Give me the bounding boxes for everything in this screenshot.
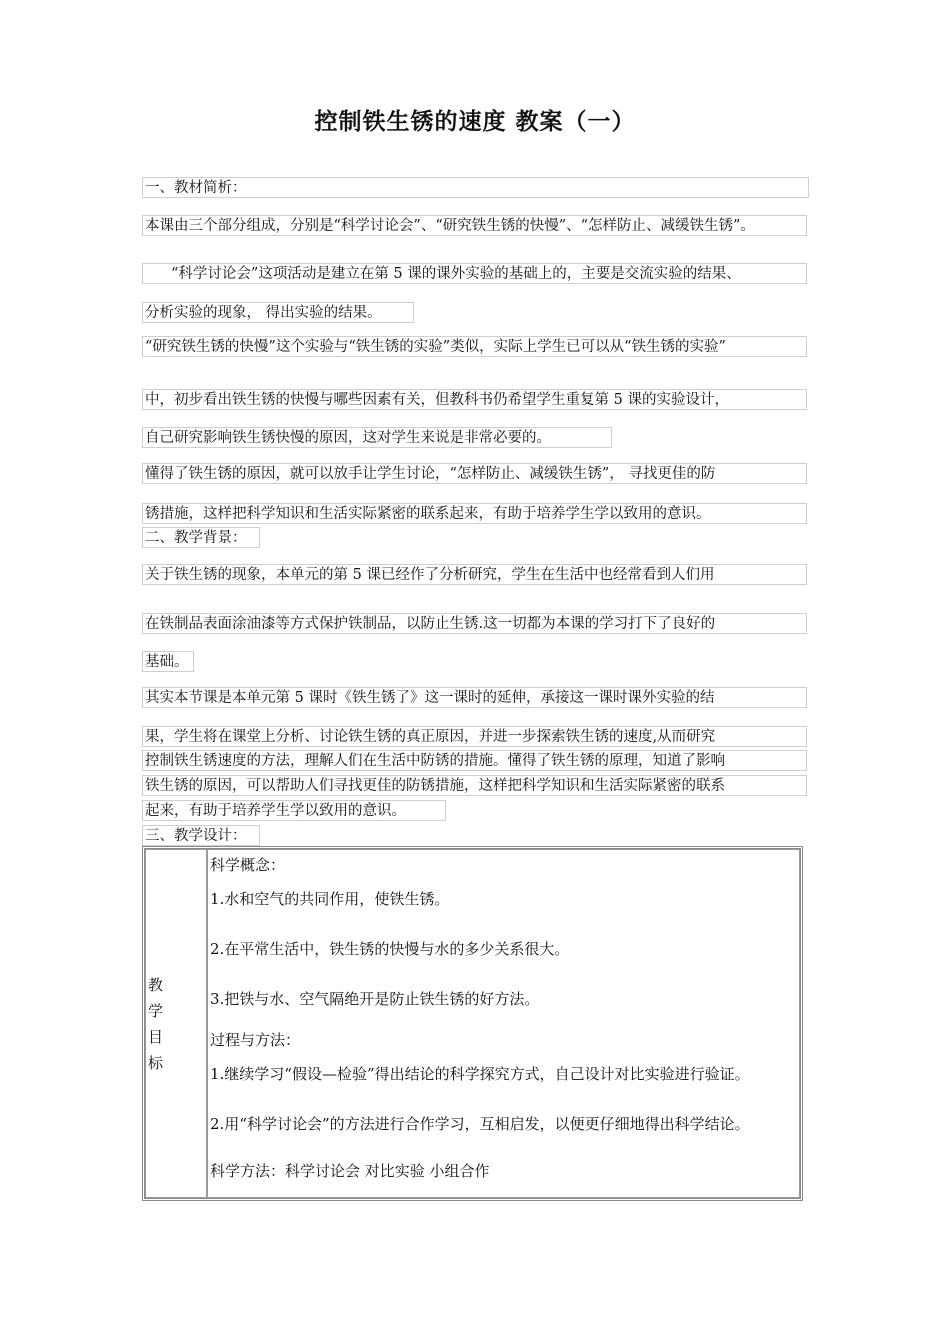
table-line: 2.用“科学讨论会”的方法进行合作学习，互相启发，以便更仔细地得出科学结论。 [210, 1115, 750, 1133]
table-line: 过程与方法： [210, 1031, 301, 1049]
section-heading-1: 一、教材简析： [142, 177, 809, 198]
teaching-goals-table [142, 846, 803, 1201]
table-line: 1.水和空气的共同作用，使铁生锈。 [210, 890, 450, 908]
paragraph-line: 关于铁生锈的现象，本单元的第 5 课已经作了分析研究，学生在生活中也经常看到人们用 [142, 564, 807, 585]
paragraph-line: 基础。 [142, 651, 194, 672]
paragraph-line: 在铁制品表面涂油漆等方式保护铁制品，以防止生锈.这一切都为本课的学习打下了良好的 [142, 613, 807, 634]
table-line: 科学概念： [210, 856, 286, 874]
paragraph-line: “研究铁生锈的快慢”这个实验与“铁生锈的实验”类似，实际上学生已可以从“铁生锈的实验” [142, 336, 807, 357]
table-line: 3.把铁与水、空气隔绝开是防止铁生锈的好方法。 [210, 990, 540, 1008]
paragraph-line: 铁生锈的原因，可以帮助人们寻找更佳的防锈措施，这样把科学知识和生活实际紧密的联系 [142, 775, 807, 796]
label-char: 学 [148, 1001, 164, 1020]
paragraph-line: 中，初步看出铁生锈的快慢与哪些因素有关，但教科书仍希望学生重复第 5 课的实验设计， [142, 389, 807, 410]
paragraph-line: 自己研究影响铁生锈快慢的原因，这对学生来说是非常必要的。 [142, 427, 612, 448]
paragraph-line: 控制铁生锈速度的方法，理解人们在生活中防锈的措施。懂得了铁生锈的原理，知道了影响 [142, 750, 807, 771]
paragraph-line: 果，学生将在课堂上分析、讨论铁生锈的真正原因，并进一步探索铁生锈的速度,从而研究 [142, 726, 807, 747]
vertical-label [146, 972, 168, 1076]
paragraph-line: 分析实验的现象， 得出实验的结果。 [142, 302, 414, 323]
label-char: 标 [148, 1053, 164, 1072]
paragraph-line: 起来，有助于培养学生学以致用的意识。 [142, 800, 446, 821]
table-line: 2.在平常生活中，铁生锈的快慢与水的多少关系很大。 [210, 940, 570, 958]
page-title: 控制铁生锈的速度 教案（一） [314, 109, 636, 135]
paragraph-line: 锈措施，这样把科学知识和生活实际紧密的联系起来，有助于培养学生学以致用的意识。 [142, 503, 807, 524]
table-label-cell [145, 849, 207, 1198]
label-char: 教 [148, 975, 164, 994]
paragraph-line: 本课由三个部分组成，分别是“科学讨论会”、“研究铁生锈的快慢”、“怎样防止、减缓铁生锈”。 [142, 215, 807, 236]
table-content-cell [207, 849, 800, 1198]
section-heading-2: 二、教学背景： [142, 527, 260, 548]
label-char: 目 [148, 1027, 164, 1046]
table-line: 科学方法：科学讨论会 对比实验 小组合作 [210, 1162, 490, 1180]
section-heading-3: 三、教学设计： [142, 825, 260, 846]
paragraph-line: 懂得了铁生锈的原因，就可以放手让学生讨论，“怎样防止、减缓铁生锈”， 寻找更佳的防 [142, 463, 807, 484]
paragraph-line: 其实本节课是本单元第 5 课时《铁生锈了》这一课时的延伸，承接这一课时课外实验的结 [142, 687, 807, 708]
table-line: 1.继续学习“假设—检验”得出结论的科学探究方式，自己设计对比实验进行验证。 [210, 1065, 750, 1083]
paragraph-line: “科学讨论会”这项活动是建立在第 5 课的课外实验的基础上的，主要是交流实验的结果、 [142, 263, 807, 284]
